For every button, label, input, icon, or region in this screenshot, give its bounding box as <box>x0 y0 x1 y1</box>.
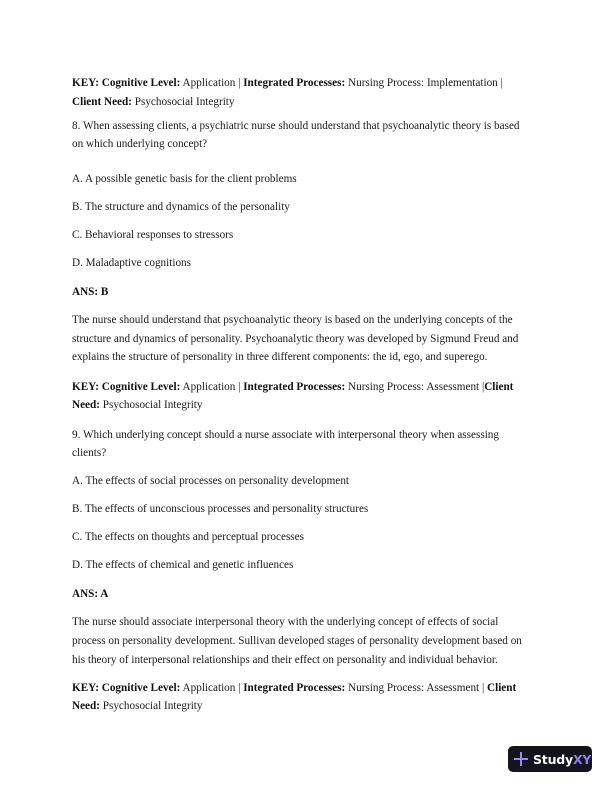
brand-main: Study <box>533 751 573 767</box>
question-9-rationale-line: The nurse should associate interpersonal theory with the underlying concept of effects of social <box>72 616 499 628</box>
plus-icon <box>514 752 528 766</box>
question-8-option-a: A. A possible genetic basis for the client problems <box>72 173 297 185</box>
question-8-option-b: B. The structure and dynamics of the personality <box>72 201 290 213</box>
brand-name <box>533 752 591 767</box>
key-line <box>72 681 516 695</box>
integrated-processes-label: Integrated Processes: <box>243 381 346 393</box>
integrated-processes-value: Nursing Process: Implementation | <box>348 77 503 89</box>
cognitive-level-value: Application | <box>182 77 241 89</box>
client-need-value: Psychosocial Integrity <box>102 700 203 712</box>
key-label: KEY: <box>72 77 99 89</box>
client-need-label-cont: Need: <box>72 399 100 411</box>
client-need-label: Client <box>484 381 514 393</box>
question-8-answer: ANS: B <box>72 286 109 298</box>
question-9-answer: ANS: A <box>72 588 109 600</box>
client-need-line <box>72 95 235 109</box>
question-9-stem: 9. Which underlying concept should a nurse associate with interpersonal theory when assessing <box>72 429 499 441</box>
client-need-label: Client <box>487 682 517 694</box>
studyxy-badge[interactable] <box>508 746 592 772</box>
question-8-rationale-line: The nurse should understand that psychoanalytic theory is based on the underlying concepts of the <box>72 314 513 326</box>
question-9-rationale-line: process on personality development. Sullivan developed stages of personality development based on <box>72 635 522 647</box>
integrated-processes-value: Nursing Process: Assessment | <box>348 381 485 393</box>
question-9-option-d: D. The effects of chemical and genetic influences <box>72 559 294 571</box>
client-need-line <box>72 398 203 412</box>
question-9-option-b: B. The effects of unconscious processes and personality structures <box>72 503 369 515</box>
question-8-rationale-line: structure and dynamics of personality. Psychoanalytic theory was developed by Sigmund Freud and <box>72 333 519 345</box>
question-8-rationale-line: explains the structure of personality in three different components: the id, ego, and superego. <box>72 351 488 363</box>
question-8-stem-cont: on which underlying concept? <box>72 138 208 150</box>
integrated-processes-label: Integrated Processes: <box>243 682 346 694</box>
question-9-stem-cont: clients? <box>72 447 107 459</box>
cognitive-level-value: Application | <box>182 682 241 694</box>
key-label: KEY: <box>72 682 99 694</box>
question-8-option-c: C. Behavioral responses to stressors <box>72 229 234 241</box>
client-need-label: Client Need: <box>72 96 132 108</box>
client-need-label-cont: Need: <box>72 700 100 712</box>
question-8-stem: 8. When assessing clients, a psychiatric nurse should understand that psychoanalytic theory is based <box>72 120 520 132</box>
question-9-option-c: C. The effects on thoughts and perceptual processes <box>72 531 304 543</box>
question-9-rationale-line: his theory of interpersonal relationships and their effect on personality and individual behavior. <box>72 654 498 666</box>
question-9-option-a: A. The effects of social processes on personality development <box>72 475 350 487</box>
client-need-value: Psychosocial Integrity <box>134 96 235 108</box>
key-label: KEY: <box>72 381 99 393</box>
client-need-value: Psychosocial Integrity <box>102 399 203 411</box>
question-8-option-d: D. Maladaptive cognitions <box>72 257 191 269</box>
key-line <box>72 380 513 394</box>
integrated-processes-label: Integrated Processes: <box>243 77 346 89</box>
brand-accent: XY <box>572 751 592 767</box>
client-need-line <box>72 699 203 713</box>
cognitive-level-label: Cognitive Level: <box>101 77 181 89</box>
cognitive-level-label: Cognitive Level: <box>101 682 181 694</box>
key-line <box>72 76 503 90</box>
integrated-processes-value: Nursing Process: Assessment | <box>348 682 485 694</box>
cognitive-level-label: Cognitive Level: <box>101 381 181 393</box>
cognitive-level-value: Application | <box>182 381 241 393</box>
